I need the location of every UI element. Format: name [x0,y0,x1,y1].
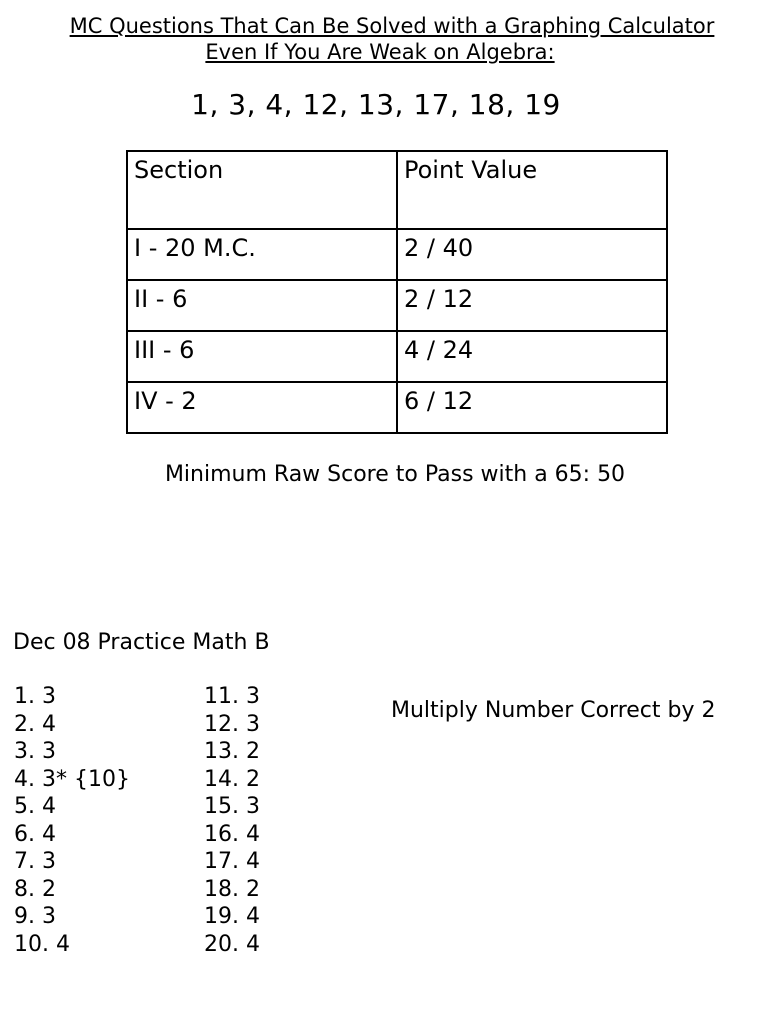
answer-item: 1. 3 [14,684,56,709]
answer-item: 2. 4 [14,711,56,737]
answer-item: 10. 4 [14,931,70,957]
scoring-note: Multiply Number Correct by 2 [391,698,716,723]
answer-item: 16. 4 [204,821,260,847]
answer-key-title: Dec 08 Practice Math B [13,630,270,655]
answer-item: 19. 4 [204,904,260,929]
section-cell: III - 6 [127,331,397,382]
page-title-line-1: MC Questions That Can Be Solved with a Graphing Calculator [69,14,715,38]
point-value-cell: 6 / 12 [397,382,667,433]
minimum-raw-score: Minimum Raw Score to Pass with a 65: 50 [164,462,626,487]
page-title-line-2: Even If You Are Weak on Algebra: [205,40,555,64]
answer-item: 7. 3 [14,849,56,874]
section-cell: IV - 2 [127,382,397,433]
answer-item: 13. 2 [204,739,260,764]
answer-item: 9. 3 [14,904,56,929]
answer-column-2 [204,683,260,958]
table-row [127,382,667,433]
answer-item: 12. 3 [204,711,260,737]
section-cell: I - 20 M.C. [127,229,397,280]
answer-item: 4. 3* {10} [14,766,130,792]
answer-item: 6. 4 [14,821,56,847]
table-header-row [127,151,667,229]
answer-item: 5. 4 [14,794,56,819]
section-cell: II - 6 [127,280,397,331]
answer-item: 3. 3 [14,739,56,764]
answer-item: 15. 3 [204,794,260,819]
header-point-value: Point Value [397,151,667,229]
point-value-cell: 4 / 24 [397,331,667,382]
calculator-question-numbers: 1, 3, 4, 12, 13, 17, 18, 19 [191,88,561,121]
point-value-cell: 2 / 12 [397,280,667,331]
header-section: Section [127,151,397,229]
answer-item: 18. 2 [204,876,260,902]
answer-item: 8. 2 [14,876,56,902]
answer-item: 11. 3 [204,684,260,709]
answer-item: 20. 4 [204,931,260,957]
point-value-cell: 2 / 40 [397,229,667,280]
table-row [127,229,667,280]
table-row [127,331,667,382]
answer-column-1 [14,683,130,958]
table-row [127,280,667,331]
answer-item: 14. 2 [204,766,260,792]
answer-item: 17. 4 [204,849,260,874]
score-table [126,150,668,434]
